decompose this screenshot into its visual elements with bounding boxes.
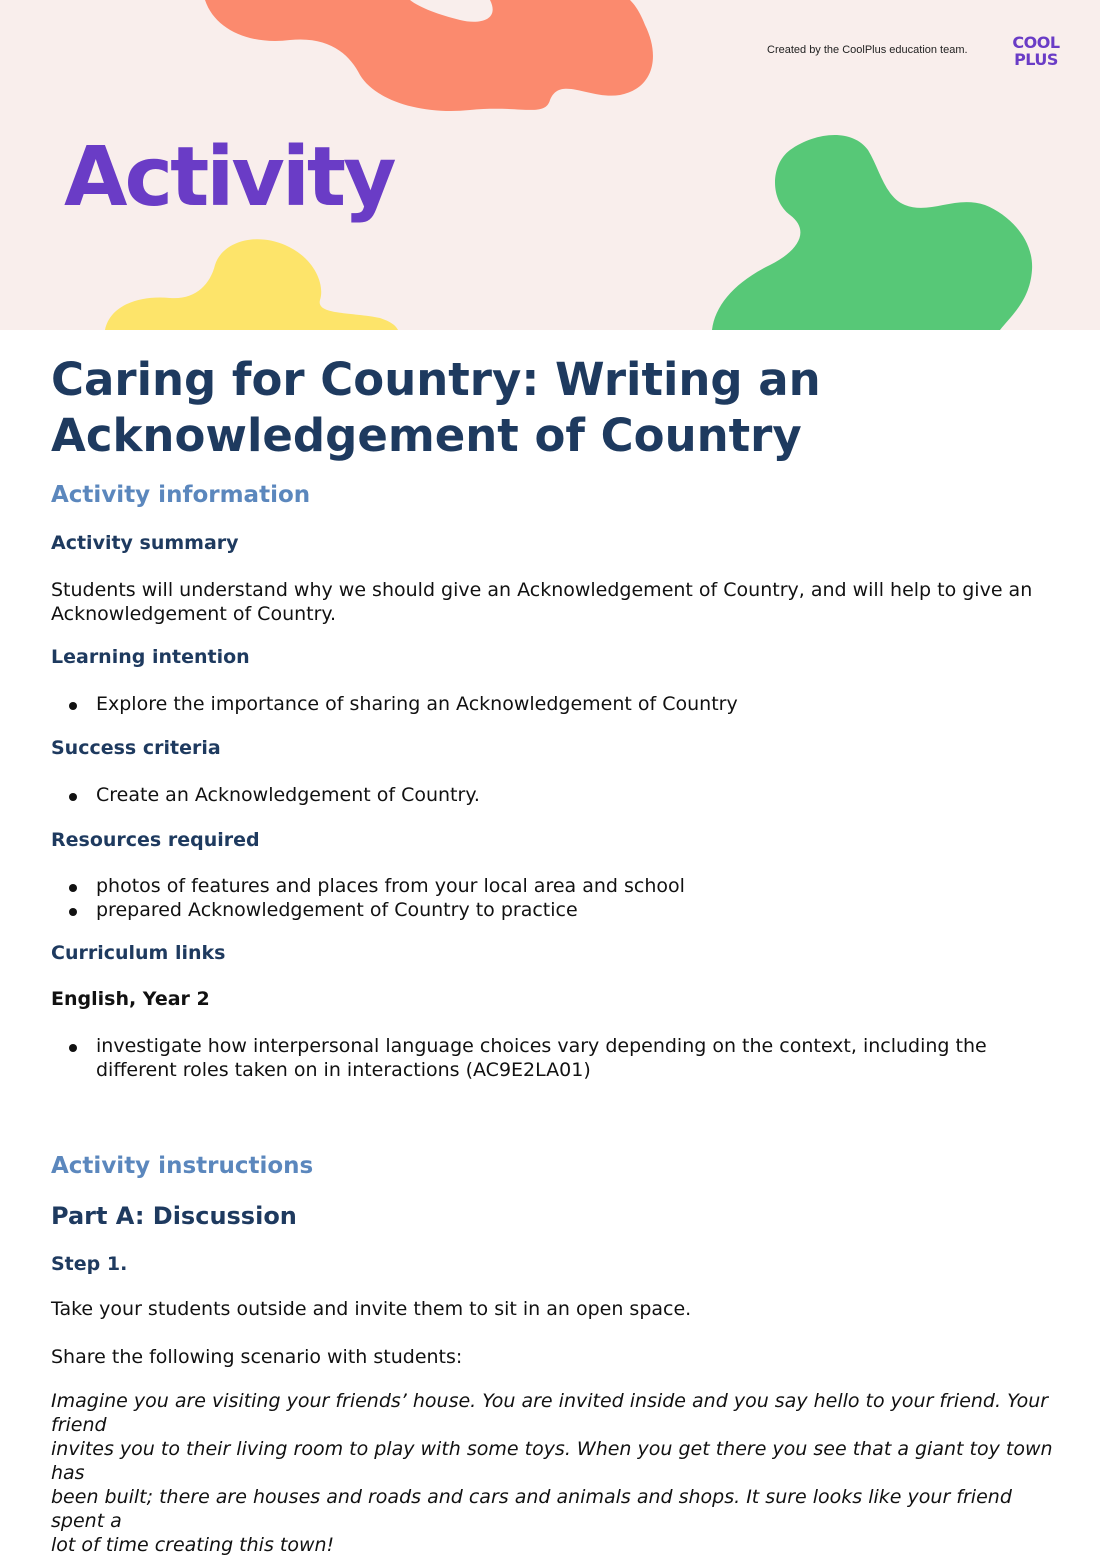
scenario-text [51,1389,1061,1556]
list-item: Explore the importance of sharing an Acknowledgement of Country [51,692,738,716]
summary-text [51,578,1051,626]
curriculum-list [51,1034,1051,1082]
list-item: photos of features and places from your local area and school [51,874,685,898]
learning-intention-heading: Learning intention [51,646,250,668]
list-item [51,1034,1051,1082]
success-criteria-heading: Success criteria [51,737,221,759]
curriculum-heading: Curriculum links [51,942,226,964]
list-item: prepared Acknowledgement of Country to practice [51,898,685,922]
header-banner [0,0,1100,330]
logo-line-cool: COOL [1012,33,1060,52]
scenario-line: lot of time creating this town! [51,1534,335,1556]
page-title-line1: Caring for Country: Writing an [51,353,821,406]
logo-line-plus: PLUS [1014,50,1058,69]
coral-blob [205,0,653,111]
activity-information-heading: Activity information [51,482,311,508]
resources-list [51,874,685,922]
green-blob [712,135,1032,330]
credit-text: Created by the CoolPlus education team. [767,44,968,56]
page-title-line2: Acknowledgement of Country [51,409,802,462]
summary-line2: Acknowledgement of Country. [51,603,336,625]
share-text: Share the following scenario with students: [51,1346,463,1368]
resources-heading: Resources required [51,829,260,851]
success-criteria-list [51,783,480,807]
page-title [51,352,821,464]
summary-line1: Students will understand why we should give an Acknowledgement of Country, and will help to give an [51,579,1033,601]
part-a-heading: Part A: Discussion [51,1202,297,1230]
step-1-heading: Step 1. [51,1253,128,1275]
step-1-text: Take your students outside and invite them to sit in an open space. [51,1298,692,1320]
coolplus-logo [1004,34,1068,68]
curriculum-line2: different roles taken on in interactions (AC9E2LA01) [96,1059,591,1081]
scenario-line: invites you to their living room to play with some toys. When you get there you see that a giant toy town has [51,1438,1053,1484]
activity-instructions-heading: Activity instructions [51,1153,314,1179]
scenario-line: been built; there are houses and roads and cars and animals and shops. It sure looks like your friend spent a [51,1486,1012,1532]
curriculum-subject: English, Year 2 [51,988,210,1010]
curriculum-line1: investigate how interpersonal language choices vary depending on the context, including the [96,1035,987,1057]
scenario-line: Imagine you are visiting your friends’ house. You are invited inside and you say hello to your friend. Your friend [51,1390,1049,1436]
yellow-blob [105,239,398,330]
list-item: Create an Acknowledgement of Country. [51,783,480,807]
banner-heading: Activity [64,130,394,225]
learning-intention-list [51,692,738,716]
summary-heading: Activity summary [51,532,239,554]
